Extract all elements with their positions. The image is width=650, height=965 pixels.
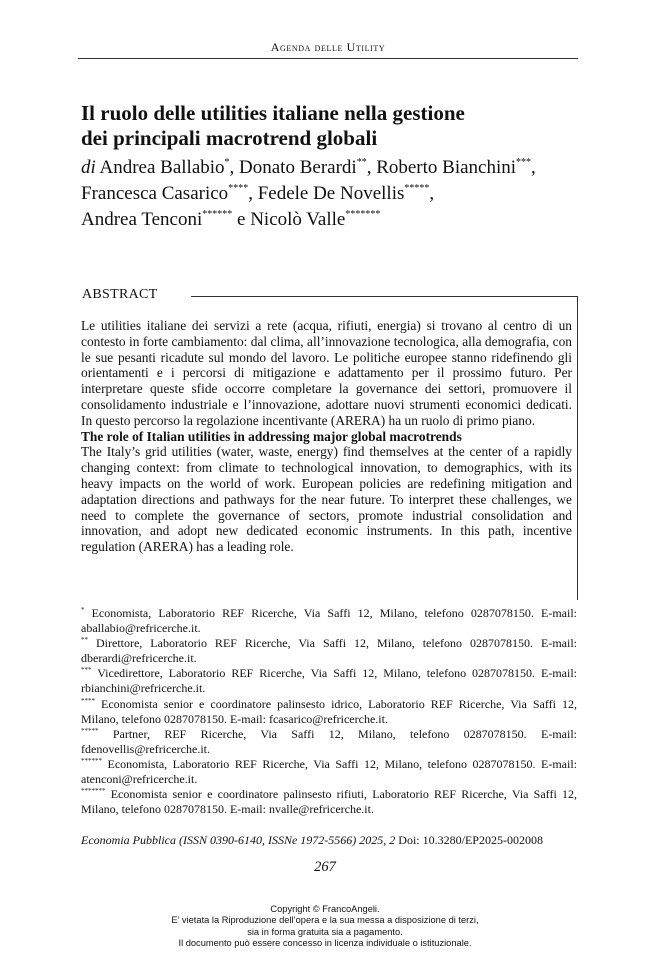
author-separator: ,: [429, 183, 435, 204]
footnote-text: Partner, REF Ricerche, Via Saffi 12, Milano, telefono 0287078150. E-mail: fdenovellis@refricerche.it.: [81, 726, 577, 756]
footnote-text: Economista, Laboratorio REF Ricerche, Via Saffi 12, Milano, telefono 0287078150. E-mail: atenconi@refricerche.it.: [81, 756, 577, 787]
author-mark: *****: [404, 183, 430, 194]
copyright-notice: [100, 904, 550, 949]
author-name: Nicolò Valle: [250, 209, 346, 230]
author-mark: ******: [202, 209, 233, 220]
abstract-frame-side: [577, 296, 578, 600]
footnote-mark: *******: [81, 787, 106, 796]
author-mark: ***: [516, 157, 532, 168]
footnote: [81, 636, 577, 666]
author-separator: ,: [366, 157, 377, 178]
footnote-mark: ******: [81, 756, 102, 765]
author-name: Andrea Tenconi: [81, 209, 203, 230]
footnote: [81, 666, 577, 696]
author-mark: *******: [345, 209, 381, 220]
page-number: 267: [314, 859, 336, 875]
footnotes: [81, 606, 577, 817]
title-line-2: dei principali macrotrend globali: [81, 126, 378, 150]
footnote: [81, 757, 577, 787]
author-separator: e: [232, 209, 251, 230]
article-title: [81, 101, 581, 151]
author-mark: *: [224, 157, 230, 168]
author-list: [81, 155, 586, 233]
copyright-line: Copyright © FrancoAngeli.: [270, 904, 380, 914]
footnote-mark: **: [81, 636, 88, 645]
footnote-text: Direttore, Laboratorio REF Ricerche, Via Saffi 12, Milano, telefono 0287078150. E-mail: dberardi@refricerche.it.: [81, 636, 577, 666]
abstract-english-title: The role of Italian utilities in addressing major global macrotrends: [81, 428, 462, 444]
footnote: [81, 727, 577, 757]
copyright-line: Il documento può essere concesso in licenza individuale o istituzionale.: [178, 937, 472, 948]
footnote-text: Economista, Laboratorio REF Ricerche, Via Saffi 12, Milano, telefono 0287078150. E-mail: aballabio@refricerche.it.: [81, 606, 577, 636]
footnote-mark: *: [81, 606, 85, 614]
footnote-text: Economista senior e coordinatore palinsesto rifiuti, Laboratorio REF Ricerche, Via Saffi 12, Milano, telefono 0287078150. E-mail: nvalle@refricerche.it.: [81, 787, 577, 817]
copyright-line: E’ vietata la Riproduzione dell’opera e la sua messa a disposizione di terzi,: [171, 915, 479, 926]
author-name: Roberto Bianchini: [376, 157, 517, 178]
footnote-mark: ****: [81, 696, 95, 705]
abstract-italian: Le utilities italiane dei servizi a rete (acqua, rifiuti, energia) si trovano al centro di un contesto in forte cambiamento: dal clima, all’innovazione tecnologica, alla demografia, con le sue pesanti ricadute sul mondo del lavoro. Le politiche europee stanno ridefinendo gli orientamenti e i percorsi di mitigazione e adattamento per il prossimo futuro. Per interpretare queste sfide occorre completare la governance dei settori, promuovere il consolidamento industriale e l’innovazione, adottare nuovi strumenti economici dedicati. In questo percorso la regolazione incentivante (ARERA) ha un ruolo di primo piano.: [81, 318, 572, 428]
abstract-body: [81, 318, 572, 555]
footnote-text: Economista senior e coordinatore palinsesto idrico, Laboratorio REF Ricerche, Via Saffi 12, Milano, telefono 0287078150. E-mail: fcasarico@refricerche.it.: [81, 696, 577, 726]
title-line-1: Il ruolo delle utilities italiane nella gestione: [81, 101, 465, 125]
doi: Doi: 10.3280/EP2025-002008: [395, 833, 543, 847]
footnote-mark: *****: [81, 726, 99, 735]
author-separator: ,: [229, 157, 240, 178]
running-head: Agenda delle Utility: [270, 40, 386, 54]
author-name: Fedele De Novellis: [257, 183, 405, 204]
footnote-text: Vicedirettore, Laboratorio REF Ricerche, Via Saffi 12, Milano, telefono 0287078150. E-mail: rbianchini@refricerche.it.: [81, 666, 577, 696]
author-separator: ,: [531, 157, 536, 178]
author-name: Donato Berardi: [239, 157, 357, 178]
abstract-english: The Italy’s grid utilities (water, waste, energy) find themselves at the center of a rapidly changing context: from climate to technological innovation, to demographics, with its heavy impacts on the world of work. European policies are redefining mitigation and adaptation directions and pathways for the near future. To interpret these challenges, we need to complete the governance of sectors, promote industrial consolidation and innovation, and adopt new dedicated economic instruments. In this path, incentive regulation (ARERA) has a leading role.: [81, 444, 572, 555]
author-name: Francesca Casarico: [81, 183, 229, 204]
author-prefix: di: [81, 157, 96, 178]
author-separator: ,: [248, 183, 258, 204]
header-rule: [78, 58, 578, 59]
author-name: Andrea Ballabio: [99, 157, 225, 178]
copyright-line: sia in forma gratuita sia a pagamento.: [247, 926, 403, 937]
footnote: [81, 606, 577, 636]
footnote: [81, 787, 577, 817]
journal-name: Economia Pubblica (ISSN 0390-6140, ISSNe 1972-5566) 2025, 2: [81, 833, 396, 847]
footnote-mark: ***: [81, 666, 92, 675]
abstract-frame-top: [191, 296, 578, 297]
author-mark: ****: [228, 183, 249, 194]
abstract-heading: ABSTRACT: [82, 287, 158, 302]
journal-citation: [81, 833, 581, 848]
author-mark: **: [356, 157, 367, 168]
footnote: [81, 697, 577, 727]
